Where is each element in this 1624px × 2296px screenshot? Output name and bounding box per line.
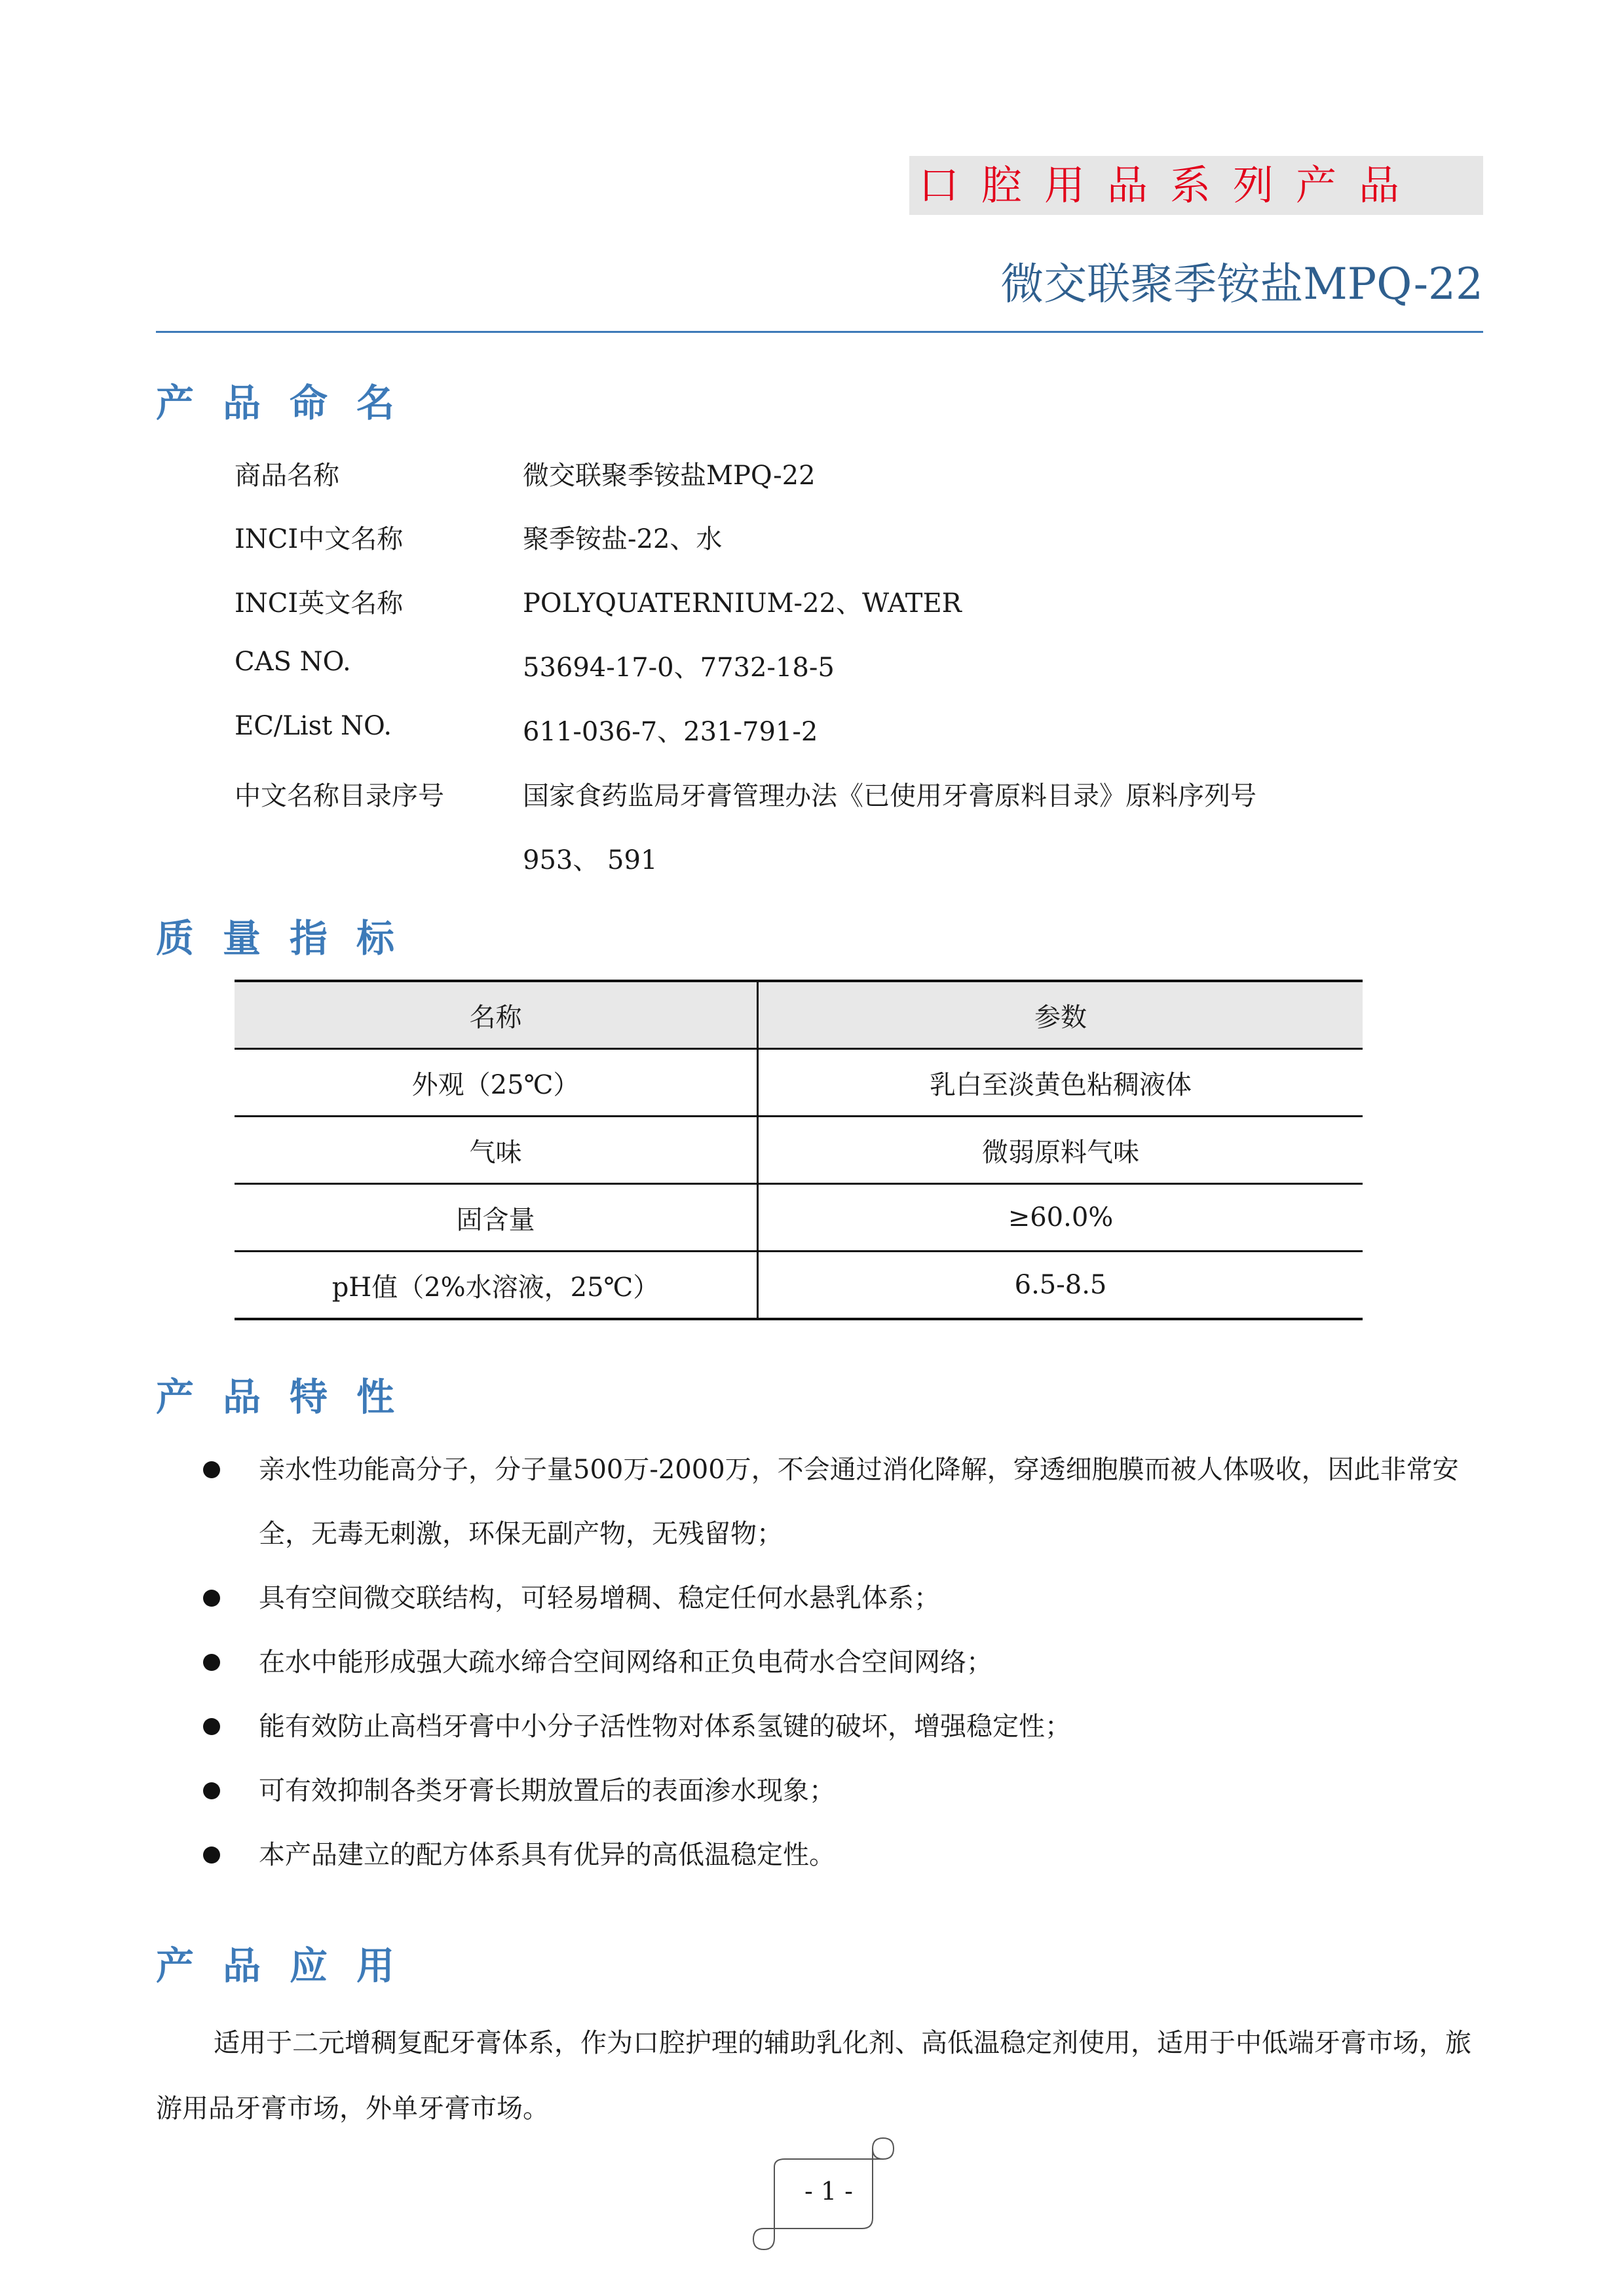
- table-cell-value: 微弱原料气味: [758, 1117, 1363, 1184]
- table-cell-name: 气味: [235, 1117, 758, 1184]
- table-cell-name: 外观（25℃）: [235, 1049, 758, 1117]
- field-label-cas: CAS NO.: [235, 647, 351, 677]
- section-heading-application: 产品应用: [156, 1943, 424, 1988]
- bullet-icon: [203, 1590, 220, 1607]
- section-heading-features: 产品特性: [156, 1375, 424, 1419]
- table-row: [235, 1252, 1363, 1320]
- section-heading-quality: 质量指标: [156, 916, 424, 961]
- field-value-cas: 53694-17-0、7732-18-5: [523, 653, 835, 683]
- page-number: - 1 -: [804, 2177, 853, 2206]
- table-row: [235, 1117, 1363, 1184]
- field-label-catalog: 中文名称目录序号: [235, 781, 444, 811]
- header-divider: [156, 331, 1483, 333]
- table-cell-value: 6.5-8.5: [758, 1252, 1363, 1320]
- table-cell-value: ≥60.0%: [758, 1184, 1363, 1252]
- quality-table: [235, 980, 1363, 1320]
- feature-item: 在水中能形成强大疏水缔合空间网络和正负电荷水合空间网络；: [259, 1647, 992, 1677]
- table-row: [235, 1049, 1363, 1117]
- bullet-icon: [203, 1846, 220, 1864]
- field-label-inci-en: INCI英文名称: [235, 588, 404, 619]
- bullet-icon: [203, 1461, 220, 1478]
- product-title: 微交联聚季铵盐MPQ-22: [1000, 259, 1483, 309]
- table-cell-value: 乳白至淡黄色粘稠液体: [758, 1049, 1363, 1117]
- field-value-ec: 611-036-7、231-791-2: [523, 717, 818, 747]
- field-value-catalog-numbers: 953、 591: [523, 845, 658, 875]
- column-header-parameter: 参数: [758, 981, 1363, 1049]
- field-label-ec: EC/List NO.: [235, 711, 392, 741]
- application-paragraph: 适用于二元增稠复配牙膏体系，作为口腔护理的辅助乳化剂、高低温稳定剂使用，适用于中低端牙膏市场，旅游用品牙膏市场，外单牙膏市场。: [156, 2028, 1471, 2124]
- table-header-row: [235, 981, 1363, 1049]
- column-header-name: 名称: [235, 981, 758, 1049]
- feature-item: 具有空间微交联结构，可轻易增稠、稳定任何水悬乳体系；: [259, 1583, 940, 1613]
- section-heading-naming: 产品命名: [156, 381, 424, 425]
- feature-item: 亲水性功能高分子，分子量500万-2000万，不会通过消化降解，穿透细胞膜而被人体吸收，因此非常安全，无毒无刺激，环保无副产物，无残留物；: [259, 1455, 1459, 1549]
- bullet-icon: [203, 1718, 220, 1735]
- feature-item: 本产品建立的配方体系具有优异的高低温稳定性。: [259, 1840, 835, 1870]
- field-label-trade-name: 商品名称: [235, 461, 339, 491]
- feature-item: 能有效防止高档牙膏中小分子活性物对体系氢键的破坏，增强稳定性；: [259, 1712, 1071, 1742]
- table-row: [235, 1184, 1363, 1252]
- feature-item: 可有效抑制各类牙膏长期放置后的表面渗水现象；: [259, 1776, 835, 1806]
- table-cell-name: 固含量: [235, 1184, 758, 1252]
- bullet-icon: [203, 1782, 220, 1799]
- bullet-icon: [203, 1654, 220, 1671]
- field-value-inci-en: POLYQUATERNIUM-22、WATER: [523, 588, 962, 619]
- field-value-catalog: 国家食药监局牙膏管理办法《已使用牙膏原料目录》原料序列号: [523, 781, 1256, 811]
- series-title: 口腔用品系列产品: [918, 161, 1422, 209]
- table-cell-name: pH值（2%水溶液，25℃）: [235, 1252, 758, 1320]
- field-value-trade-name: 微交联聚季铵盐MPQ-22: [523, 461, 816, 491]
- field-value-inci-cn: 聚季铵盐-22、水: [523, 524, 723, 554]
- field-label-inci-cn: INCI中文名称: [235, 524, 404, 554]
